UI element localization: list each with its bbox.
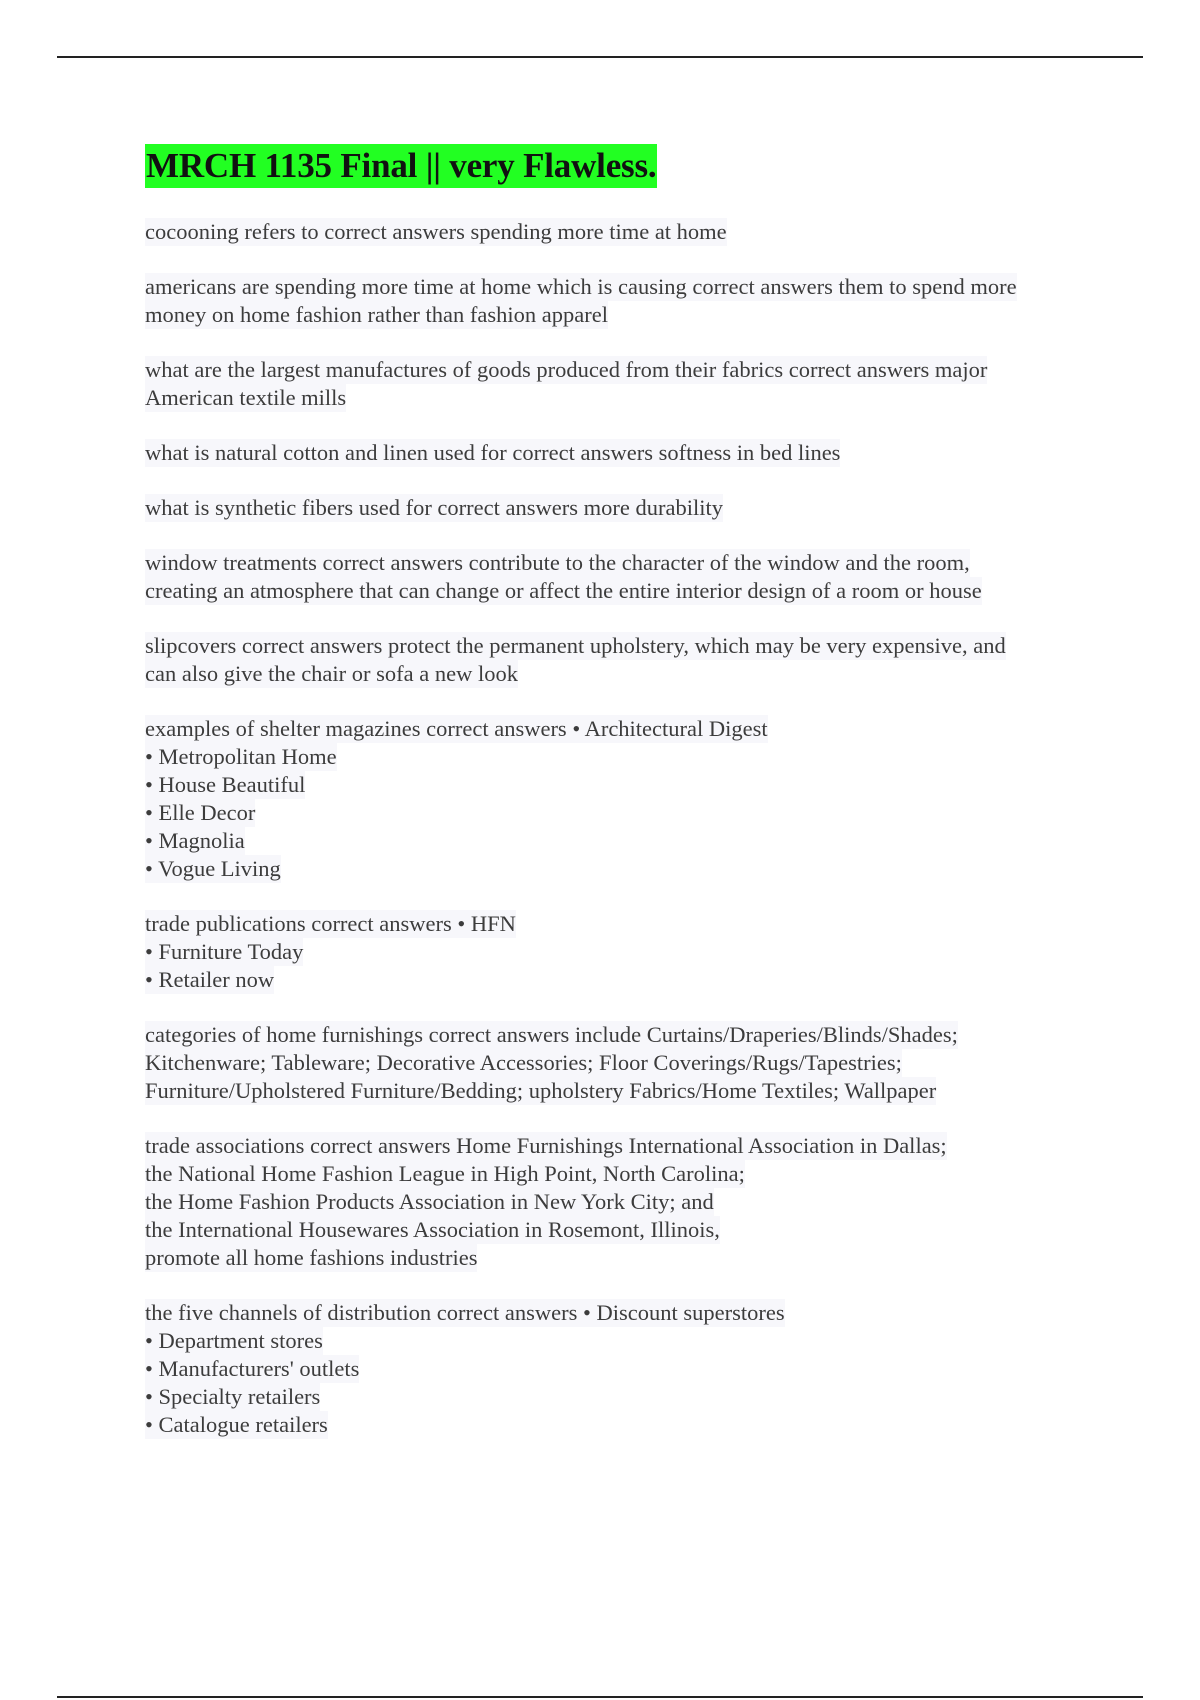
qa-row [145,439,1090,467]
qa-row [145,910,1090,938]
qa-entry [145,273,1090,329]
qa-line: cocooning refers to correct answers spending more time at home [145,219,727,244]
qa-entry [145,1132,1090,1272]
qa-line: • House Beautiful [145,772,306,797]
qa-entry [145,439,1090,467]
qa-line: the Home Fashion Products Association in New York City; and [145,1189,714,1214]
qa-line: • Elle Decor [145,800,256,825]
qa-line: • Vogue Living [145,856,281,881]
qa-line: can also give the chair or sofa a new look [145,661,518,686]
qa-row [145,549,1090,577]
qa-row [145,1244,1090,1272]
qa-line: • Manufacturers' outlets [145,1356,360,1381]
qa-line: • Department stores [145,1328,323,1353]
qa-row [145,799,1090,827]
qa-line: the five channels of distribution correct answers • Discount superstores [145,1300,785,1325]
qa-line: Kitchenware; Tableware; Decorative Accessories; Floor Coverings/Rugs/Tapestries; [145,1050,902,1075]
qa-row [145,1049,1090,1077]
qa-entry [145,549,1090,605]
qa-row [145,494,1090,522]
qa-line: what are the largest manufactures of goods produced from their fabrics correct answers major [145,357,988,382]
qa-line: what is synthetic fibers used for correct answers more durability [145,495,723,520]
qa-row [145,632,1090,660]
qa-row [145,301,1090,329]
qa-entry [145,494,1090,522]
qa-line: • Furniture Today [145,939,304,964]
qa-entry [145,632,1090,688]
qa-row [145,1077,1090,1105]
qa-row [145,1327,1090,1355]
qa-line: American textile mills [145,385,347,410]
qa-line: window treatments correct answers contribute to the character of the window and the room, [145,550,970,575]
qa-line: the International Housewares Association in Rosemont, Illinois, [145,1217,720,1242]
qa-line: americans are spending more time at home which is causing correct answers them to spend more [145,274,1017,299]
qa-row [145,715,1090,743]
qa-entry [145,356,1090,412]
qa-row [145,1021,1090,1049]
qa-line: the National Home Fashion League in High Point, North Carolina; [145,1161,745,1186]
qa-row [145,356,1090,384]
bottom-rule [57,1696,1143,1698]
qa-row [145,966,1090,994]
qa-row [145,771,1090,799]
qa-line: • Specialty retailers [145,1384,321,1409]
qa-row [145,273,1090,301]
qa-entry [145,1299,1090,1439]
qa-entry [145,715,1090,883]
qa-row [145,660,1090,688]
qa-row [145,743,1090,771]
qa-row [145,827,1090,855]
qa-row [145,1216,1090,1244]
top-rule [57,56,1143,58]
qa-line: money on home fashion rather than fashion apparel [145,302,608,327]
qa-row [145,1355,1090,1383]
qa-row [145,938,1090,966]
document-body [145,144,1090,1466]
qa-line: trade publications correct answers • HFN [145,911,516,936]
qa-line: • Magnolia [145,828,245,853]
qa-line: categories of home furnishings correct answers include Curtains/Draperies/Blinds/Shades; [145,1022,958,1047]
qa-row [145,1188,1090,1216]
qa-entry [145,1021,1090,1105]
qa-line: • Retailer now [145,967,275,992]
qa-row [145,1411,1090,1439]
qa-line: • Catalogue retailers [145,1412,328,1437]
qa-line: slipcovers correct answers protect the permanent upholstery, which may be very expensive, and [145,633,1006,658]
qa-row [145,1383,1090,1411]
qa-line: promote all home fashions industries [145,1245,478,1270]
qa-row [145,577,1090,605]
qa-entry [145,910,1090,994]
qa-row [145,218,1090,246]
qa-row [145,384,1090,412]
qa-row [145,855,1090,883]
qa-entry [145,218,1090,246]
qa-line: • Metropolitan Home [145,744,337,769]
qa-row [145,1132,1090,1160]
qa-row [145,1160,1090,1188]
qa-row [145,1299,1090,1327]
page-title: MRCH 1135 Final || very Flawless. [145,144,657,188]
qa-line: trade associations correct answers Home Furnishings International Association in Dallas; [145,1133,947,1158]
qa-line: examples of shelter magazines correct answers • Architectural Digest [145,716,768,741]
qa-line: creating an atmosphere that can change or affect the entire interior design of a room or house [145,578,982,603]
qa-line: Furniture/Upholstered Furniture/Bedding; upholstery Fabrics/Home Textiles; Wallpaper [145,1078,937,1103]
qa-list [145,218,1090,1439]
qa-line: what is natural cotton and linen used for correct answers softness in bed lines [145,440,841,465]
title-block [145,144,1090,196]
